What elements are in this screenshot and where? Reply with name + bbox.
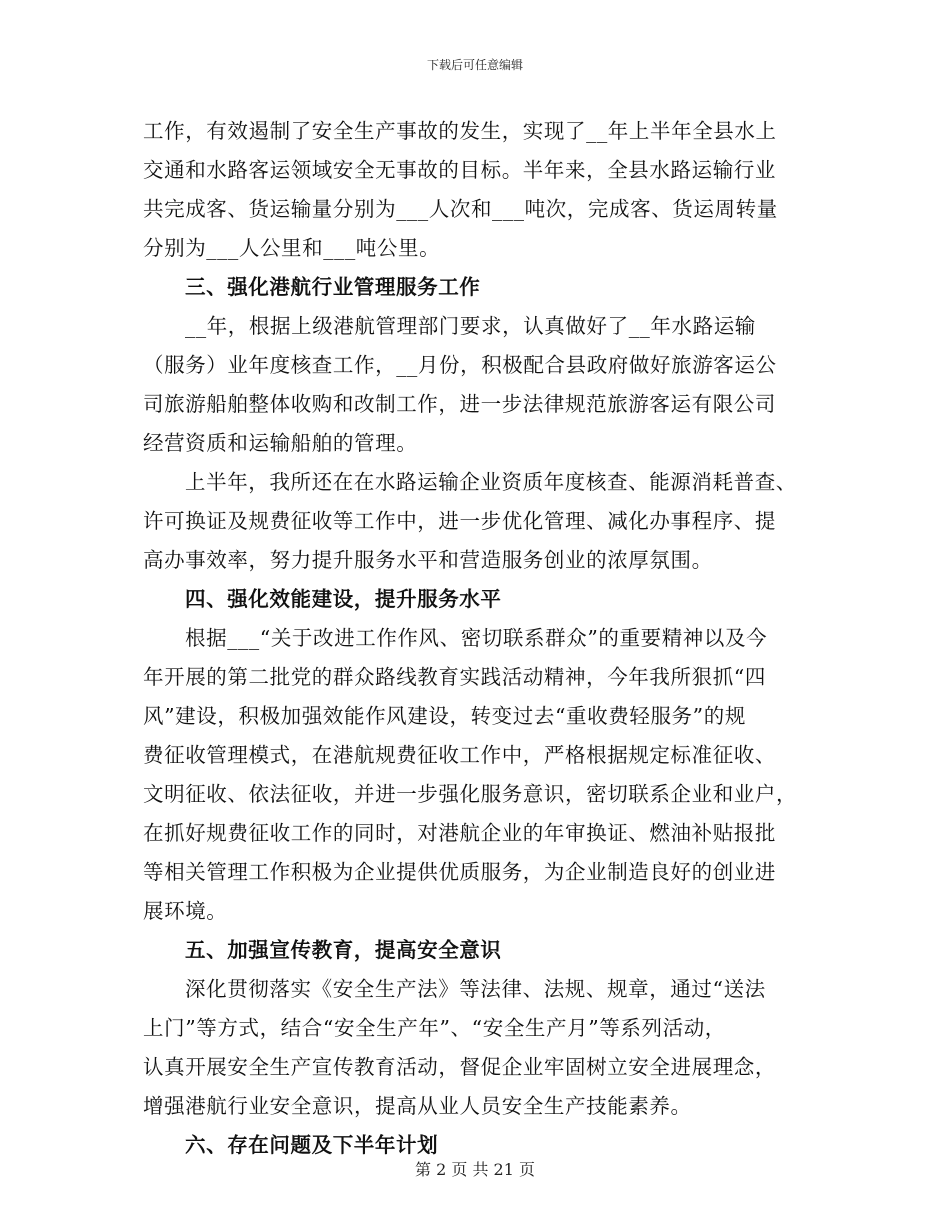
paragraph-line: 年开展的第二批党的群众路线教育实践活动精神，今年我所狠抓“四 — [143, 665, 766, 689]
page-header-note: 下载后可任意编辑 — [426, 58, 523, 72]
paragraph-line: 上半年，我所还在在水路运输企业资质年度核查、能源消耗普查、 — [185, 470, 797, 494]
paragraph-line: 文明征收、依法征收，并进一步强化服务意识，密切联系企业和业户， — [143, 782, 798, 806]
paragraph-line: 等相关管理工作积极为企业提供优质服务，为企业制造良好的创业进 — [143, 860, 776, 884]
section-heading: 六、存在问题及下半年计划 — [185, 1133, 439, 1157]
paragraph-line: 经营资质和运输船舶的管理。 — [143, 431, 418, 455]
paragraph-line: 共完成客、货运输量分别为___人次和___吨次，完成客、货运周转量 — [143, 197, 778, 221]
page-number: 第 2 页 共 21 页 — [415, 1160, 535, 1179]
paragraph-line: __年，根据上级港航管理部门要求，认真做好了__年水路运输 — [185, 314, 756, 338]
paragraph-line: （服务）业年度核查工作，__月份，积极配合县政府做好旅游客运公 — [143, 353, 777, 377]
paragraph-line: 增强港航行业安全意识，提高从业人员安全生产技能素养。 — [143, 1094, 692, 1118]
paragraph-line: 根据___“关于改进工作作风、密切联系群众”的重要精神以及今 — [185, 626, 768, 650]
document-body — [143, 112, 808, 1165]
paragraph-line: 认真开展安全生产宣传教育活动，督促企业牢固树立安全进展理念， — [143, 1055, 776, 1079]
paragraph-line: 许可换证及规费征收等工作中，进一步优化管理、减化办事程序、提 — [143, 509, 776, 533]
paragraph-line: 司旅游船舶整体收购和改制工作，进一步法律规范旅游客运有限公司 — [143, 392, 776, 416]
section-heading: 三、强化港航行业管理服务工作 — [185, 275, 481, 299]
paragraph-line: 展环境。 — [143, 899, 228, 923]
section-heading: 四、强化效能建设，提升服务水平 — [185, 587, 502, 611]
paragraph-line: 风”建设，积极加强效能作风建设，转变过去“重收费轻服务”的规 — [143, 704, 746, 728]
paragraph-line: 高办事效率，努力提升服务水平和营造服务创业的浓厚氛围。 — [143, 548, 713, 572]
paragraph-line: 在抓好规费征收工作的同时，对港航企业的年审换证、燃油补贴报批 — [143, 821, 776, 845]
section-heading: 五、加强宣传教育，提高安全意识 — [185, 938, 502, 962]
paragraph-line: 分别为___人公里和___吨公里。 — [143, 236, 441, 260]
paragraph-line: 上门”等方式，结合“安全生产年”、“安全生产月”等系列活动， — [143, 1016, 726, 1040]
paragraph-line: 费征收管理模式，在港航规费征收工作中，严格根据规定标准征收、 — [143, 743, 776, 767]
paragraph-line: 深化贯彻落实《安全生产法》等法律、法规、规章，通过“送法 — [185, 977, 766, 1001]
paragraph-line: 交通和水路客运领域安全无事故的目标。半年来，全县水路运输行业 — [143, 158, 776, 182]
paragraph-line: 工作，有效遏制了安全生产事故的发生，实现了__年上半年全县水上 — [143, 119, 777, 143]
